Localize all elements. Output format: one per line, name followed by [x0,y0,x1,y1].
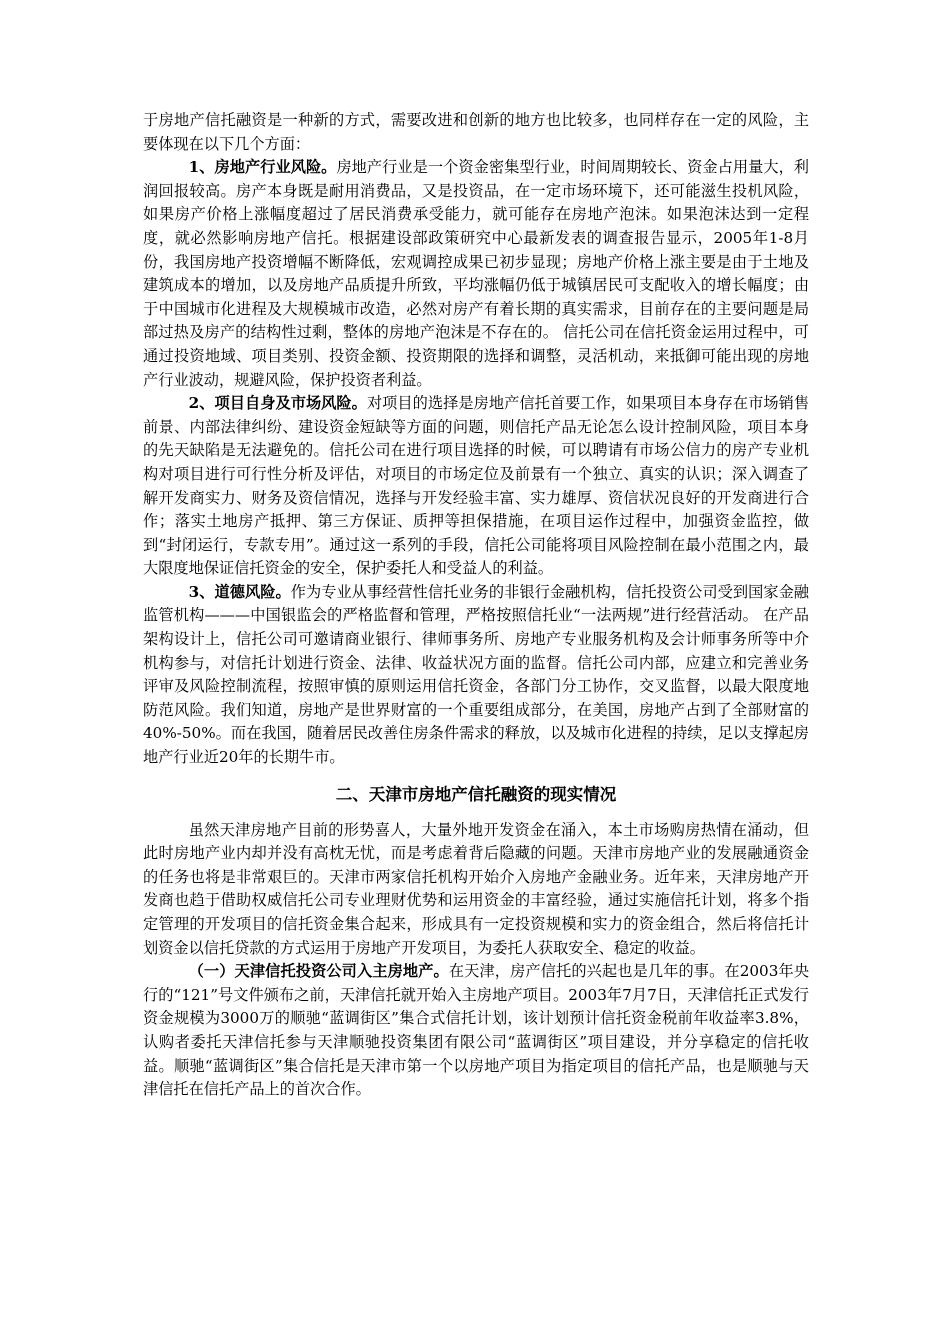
paragraph-tianjin-overview: 虽然天津房地产目前的形势喜人，大量外地开发资金在涌入，本土市场购房热情在涌动，但此时房地产业内却并没有高枕无忧，而是考虑着背后隐藏的问题。天津市房地产业的发展融通资金的任务也将是非常艰巨的。天津市两家信托机构开始介入房地产金融业务。近年来，天津房地产开发商也趋于借助权威信托公司专业理财优势和运用资金的丰富经验，通过实施信托计划，将多个指定管理的开发项目的信托资金集合起来，形成具有一定投资规模和实力的资金组合，然后将信托计划资金以信托贷款的方式运用于房地产开发项目，为委托人获取安全、稳定的收益。 [143,820,809,957]
section-heading: 二、天津市房地产信托融资的现实情况 [335,784,617,804]
document-page [143,109,809,1102]
paragraph-body: 在天津，房产信托的兴起也是几年的事。在2003年央行的“121”号文件颁布之前，天津信托就开始入主房地产项目。2003年7月7日，天津信托正式发行资金规模为3000万的顺驰“蓝调街区”集合式信托计划，该计划预计信托资金税前年收益率3.8%，认购者委托天津信托参与天津顺驰投资集团有限公司“蓝调街区”项目建设，并分享稳定的信托收益。顺驰“蓝调街区”集合信托是天津市第一个以房地产项目为指定项目的信托产品，也是顺驰与天津信托在信托产品上的首次合作。 [143,962,810,1099]
section-lead-tianjin-trust: （一）天津信托投资公司入主房地产。 [188,962,449,981]
paragraph-industry-risk [143,156,809,392]
paragraph-body: 对项目的选择是房地产信托首要工作，如果项目本身存在市场销售前景、内部法律纠纷、建设资金短缺等方面的问题，则信托产品无论怎么设计控制风险，项目本身的先天缺陷是无法避免的。信托公司在进行项目选择的时候，可以聘请有市场公信力的房产专业机构对项目进行可行性分析及评估，对项目的市场定位及前景有一个独立、真实的认识；深入调查了解开发商实力、财务及资信情况，选择与开发经验丰富、实力雄厚、资信状况良好的开发商进行合作；落实土地房产抵押、第三方保证、质押等担保措施，在项目运作过程中，加强资金监控，做到“封闭运行，专款专用”。通过这一系列的手段，信托公司能将项目风险控制在最小范围之内，最大限度地保证信托资金的安全，保护委托人和受益人的利益。 [143,394,810,578]
section-lead-moral-risk: 3、道德风险。 [188,582,291,601]
paragraph-tianjin-trust [143,960,809,1102]
paragraph-body: 作为专业从事经营性信托业务的非银行金融机构，信托投资公司受到国家金融监管机构———中国银监会的严格监督和管理，严格按照信托业“一法两规”进行经营活动。 在产品架构设计上，信托公司可邀请商业银行、律师事务所、房地产专业服务机构及会计师事务所等中介机构参与，对信托计划进行资金、法律、收益状况方面的监督。信托公司内部，应建立和完善业务评审及风险控制流程，按照审慎的原则运用信托资金，各部门分工协作，交叉监督，以最大限度地防范风险。我们知道，房地产是世界财富的一个重要组成部分，在美国，房地产占到了全部财富的40%-50%。而在我国，随着居民改善住房条件需求的释放，以及城市化进程的持续，足以支撑起房地产行业近20年的长期牛市。 [143,582,809,767]
paragraph-moral-risk [143,581,809,770]
paragraph-body: 房地产行业是一个资金密集型行业，时间周期较长、资金占用量大，利润回报较高。房产本身既是耐用消费品，又是投资品，在一定市场环境下，还可能滋生投机风险，如果房产价格上涨幅度超过了居民消费承受能力，就可能存在房地产泡沫。如果泡沫达到一定程度，就必然影响房地产信托。根据建设部政策研究中心最新发表的调查报告显示，2005年1-8月份，我国房地产投资增幅不断降低，宏观调控成果已初步显现；房地产价格上涨主要是由于土地及建筑成本的增加，以及房地产品质提升所致，平均涨幅仍低于城镇居民可支配收入的增长幅度；由于中国城市化进程及大规模城市改造，必然对房产有着长期的真实需求，目前存在的主要问题是局部过热及房产的结构性过剩，整体的房地产泡沫是不存在的。 信托公司在信托资金运用过程中，可通过投资地域、项目类别、投资金额、投资期限的选择和调整，灵活机动，来抵御可能出现的房地产行业波动，规避风险，保护投资者利益。 [143,158,809,389]
paragraph-project-market-risk [143,392,809,581]
paragraph-intro: 于房地产信托融资是一种新的方式，需要改进和创新的地方也比较多，也同样存在一定的风险，主要体现在以下几个方面： [143,111,809,153]
section-lead-industry-risk: 1、房地产行业风险。 [188,158,337,177]
section-lead-project-risk: 2、项目自身及市场风险。 [188,394,367,413]
